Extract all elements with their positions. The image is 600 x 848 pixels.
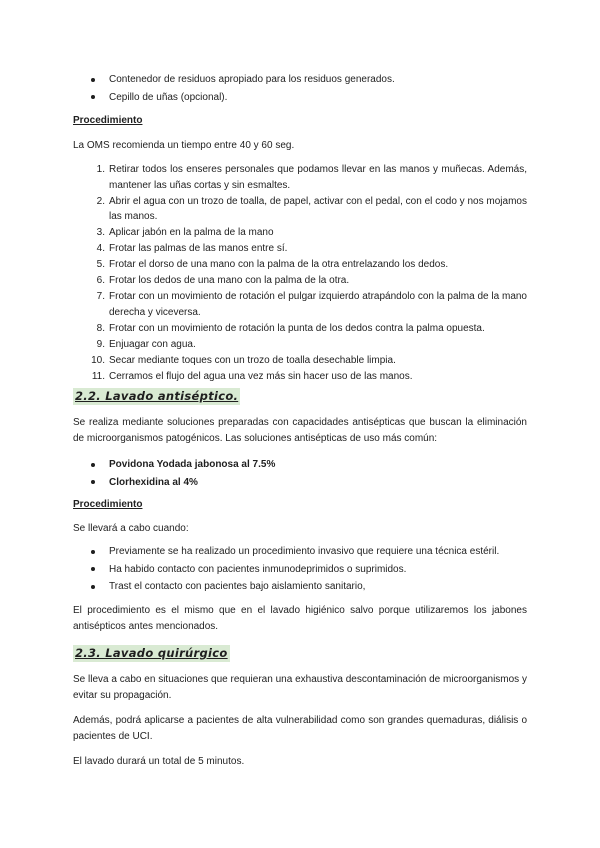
step-item: 5. Frotar el dorso de una mano con la palma de la otra entrelazando los dedos. [96, 259, 449, 270]
list-item: Povidona Yodada jabonosa al 7.5% [73, 457, 527, 473]
antiseptic-list [73, 457, 527, 490]
procedure-heading: Procedimiento [73, 499, 143, 510]
list-item: Cepillo de uñas (opcional). [73, 90, 527, 106]
section-title: 2.2. Lavado antiséptico. [75, 389, 239, 403]
conditions-list [73, 544, 527, 595]
step-item: 2. Abrir el agua con un trozo de toalla, de papel, activar con el pedal, con el codo y nos mojamos las manos. [96, 195, 527, 222]
list-item: Clorhexidina al 4% [73, 475, 527, 491]
section-heading-2-3 [73, 645, 527, 663]
step-item: 9. Enjuagar con agua. [96, 338, 196, 350]
list-item: Previamente se ha realizado un procedimiento invasivo que requiere una técnica estéril. [73, 544, 527, 560]
when-intro: Se llevará a cabo cuando: [73, 523, 189, 534]
step-item: 10. Secar mediante toques con un trozo de toalla desechable limpia. [91, 354, 396, 366]
step-item: 1. Retirar todos los enseres personales que podamos llevar en las manos y muñecas. Además, mantener las uñas cortas y sin esmaltes. [96, 164, 527, 191]
surgical-description: Se lleva a cabo en situaciones que requieran una exhaustiva descontaminación de microorganismos y evitar su propagación. [73, 674, 527, 701]
step-item: 7. Frotar con un movimiento de rotación el pulgar izquierdo atrapándolo con la palma de la mano derecha y viceversa. [96, 291, 527, 318]
procedure-steps [73, 162, 527, 384]
list-item: Ha habido contacto con pacientes inmunodeprimidos o suprimidos. [73, 562, 527, 578]
antiseptic-description: Se realiza mediante soluciones preparadas con capacidades antisépticas que buscan la eliminación de microorganismos patogénicos. Las soluciones antisépticas de uso más común: [73, 417, 527, 444]
oms-recommendation: La OMS recomienda un tiempo entre 40 y 60 seg. [73, 140, 295, 151]
section-title: 2.3. Lavado quirúrgico [75, 646, 228, 660]
step-item: 4. Frotar las palmas de las manos entre sí. [96, 243, 288, 254]
step-item: 8. Frotar con un movimiento de rotación la punta de los dedos contra la palma opuesta. [96, 322, 485, 334]
section-heading-2-2 [73, 388, 527, 406]
step-item: 11. Cerramos el flujo del agua una vez más sin hacer uso de las manos. [91, 370, 413, 382]
list-item: Contenedor de residuos apropiado para los residuos generados. [73, 72, 527, 88]
procedure-closing: El procedimiento es el mismo que en el lavado higiénico salvo porque utilizaremos los jabones antisépticos antes mencionados. [73, 605, 527, 632]
step-item: 3. Aplicar jabón en la palma de la mano [96, 227, 274, 238]
surgical-application: Además, podrá aplicarse a pacientes de alta vulnerabilidad como son grandes quemaduras, diálisis o pacientes de UCI. [73, 715, 527, 742]
step-item: 6. Frotar los dedos de una mano con la palma de la otra. [96, 275, 350, 286]
procedure-heading: Procedimiento [73, 115, 143, 126]
list-item: Trast el contacto con pacientes bajo aislamiento sanitario, [73, 579, 527, 595]
surgical-duration: El lavado durará un total de 5 minutos. [73, 756, 245, 767]
materials-list [73, 72, 527, 105]
